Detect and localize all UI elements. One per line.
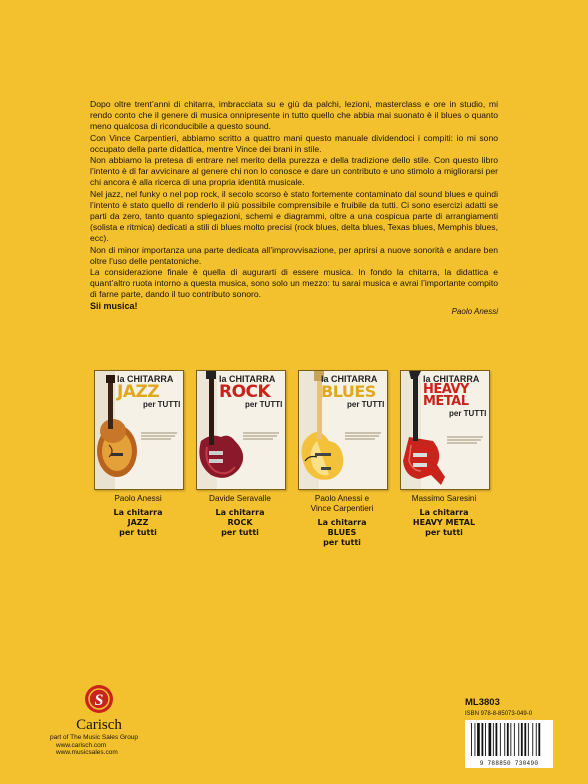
barcode-bar [500,723,501,756]
barcode-bar [485,723,486,756]
barcode-bar [532,723,533,756]
book-cover-rock [196,370,286,490]
book-cover-sub: per TUTTI [143,400,181,409]
book-caption-author: Massimo Saresini [411,494,477,503]
barcode-bar [504,723,505,756]
publisher-url-carisch: www.carisch.com [56,741,107,749]
barcode-bar [489,723,492,756]
intro-closing: Sii musica! [90,300,138,311]
barcode-bar [471,723,472,756]
barcode-bar [507,723,509,756]
publisher-info [50,734,160,757]
barcode-bar [524,723,526,756]
barcode [465,720,553,768]
book-cover-sub: per TUTTI [245,400,283,409]
book-caption-title: La chitarra ROCK per tutti [215,508,265,537]
intro-paragraph-3: Non abbiamo la pretesa di entrare nel merito della purezza e della tradizione dello stile. Con questo libro l’intento è di far avvicinare al genere chi non lo conosce e dare un contributo e uno stimolo a migliorarsi per chi ancora è alla ricerca di una propria identità musicale. [90,155,498,188]
book-cover-top: la CHITARRA [423,374,480,384]
publisher-url-musicsales: www.musicsales.com [56,749,118,756]
book-series [88,370,500,570]
book-caption-author: Davide Seravalle [209,494,271,503]
isbn: ISBN 978-8-85073-049-0 [465,711,533,717]
svg-text:S: S [94,692,104,709]
book-caption-blues [294,494,390,548]
barcode-bar [482,723,484,756]
barcode-bar [528,723,529,756]
intro-paragraph-6: La considerazione finale è quella di augurarti di essere musica. In fondo la chitarra, la didattica e quant’altro ruota intorno a questa musica, sono solo un mezzo: tu sarai musica e avrai l’importante compito di farne parte, dando il tuo contributo sonoro. [90,267,498,300]
intro-text [90,99,498,312]
barcode-bar [514,723,515,756]
barcode-bar [538,723,540,756]
barcode-bar [475,723,476,756]
book-caption-title: La chitarra BLUES per tutti [317,518,367,547]
barcode-bar [536,723,537,756]
intro-paragraph-1: Dopo oltre trent’anni di chitarra, imbracciata su e giù da palchi, lezioni, masterclass e ore in studio, mi rendo conto che il genere di musica onnipresente in tutto quello che abbia mai suonato è il blues o quanto meno qualcosa di riconducibile a questo sound. [90,99,498,132]
book-cover-top: la CHITARRA [117,374,174,384]
book-caption-title: La chitarra JAZZ per tutti [113,508,163,537]
book-cover-genre: HEAVY METAL [423,382,469,409]
book-caption-author: Paolo Anessi [114,494,162,503]
publisher-group: part of The Music Sales Group [50,734,139,741]
barcode-bar [510,723,511,756]
book-caption-heavy-metal [396,494,492,538]
intro-paragraph-4: Nel jazz, nel funky o nel pop rock, il secolo scorso è stato fortemente contaminato dal sound blues e quindi l’intento è stato quello di renderlo il più possibile comprensibile e fruibile da tutti. Ci sono esercizi adatti se parti da zero, tanto quanto spiegazioni, schemi e diagrammi, oltre a una cospicua parte di arrangiamenti (solista e ritmica) dedicati a stili di blues molto precisi (rock blues, delta blues, Texas blues, Memphis blues, ecc). [90,188,498,244]
book-cover-blurb [141,431,181,441]
barcode-bar [477,723,480,756]
intro-paragraph-5: Non di minor importanza una parte dedicata all’improvvisazione, per aprirsi a nuove sonorità e andare ben oltre l’uso delle pentatoniche. [90,244,498,266]
barcode-bars [465,720,553,758]
book-cover-genre: BLUES [321,382,376,401]
barcode-bar [493,723,494,756]
book-cover-top: la CHITARRA [219,374,276,384]
book-cover-genre: JAZZ [117,382,160,402]
book-cover-sub: per TUTTI [347,400,385,409]
book-cover-top: la CHITARRA [321,374,378,384]
book-cover-blurb [243,431,283,441]
book-cover-heavy-metal [400,370,490,490]
publisher-name: Carisch [76,717,122,733]
book-caption-title: La chitarra HEAVY METAL per tutti [412,508,476,537]
intro-paragraph-2: Con Vince Carpentieri, abbiamo scritto a quattro mani questo manuale dividendoci i compiti: io mi sono occupato della parte didattica, mentre Vince dei brani in stile. [90,132,498,154]
carisch-logo-icon [56,683,142,717]
book-caption-jazz [90,494,186,538]
product-code-box [465,697,555,768]
barcode-bar [521,723,523,756]
book-cover-sub: per TUTTI [449,409,487,418]
book-cover-genre: ROCK [219,382,271,402]
book-cover-blurb [345,431,385,441]
book-cover-blues [298,370,388,490]
signature: Paolo Anessi [451,307,498,316]
barcode-bar [496,723,498,756]
book-caption-rock [192,494,288,538]
barcode-digits: 9 788850 730490 [479,760,539,767]
book-caption-author: Paolo Anessi e Vince Carpentieri [310,494,374,513]
product-code: ML3803 [465,697,500,708]
book-cover-blurb [447,435,487,445]
book-cover-jazz [94,370,184,490]
barcode-bar [518,723,519,756]
